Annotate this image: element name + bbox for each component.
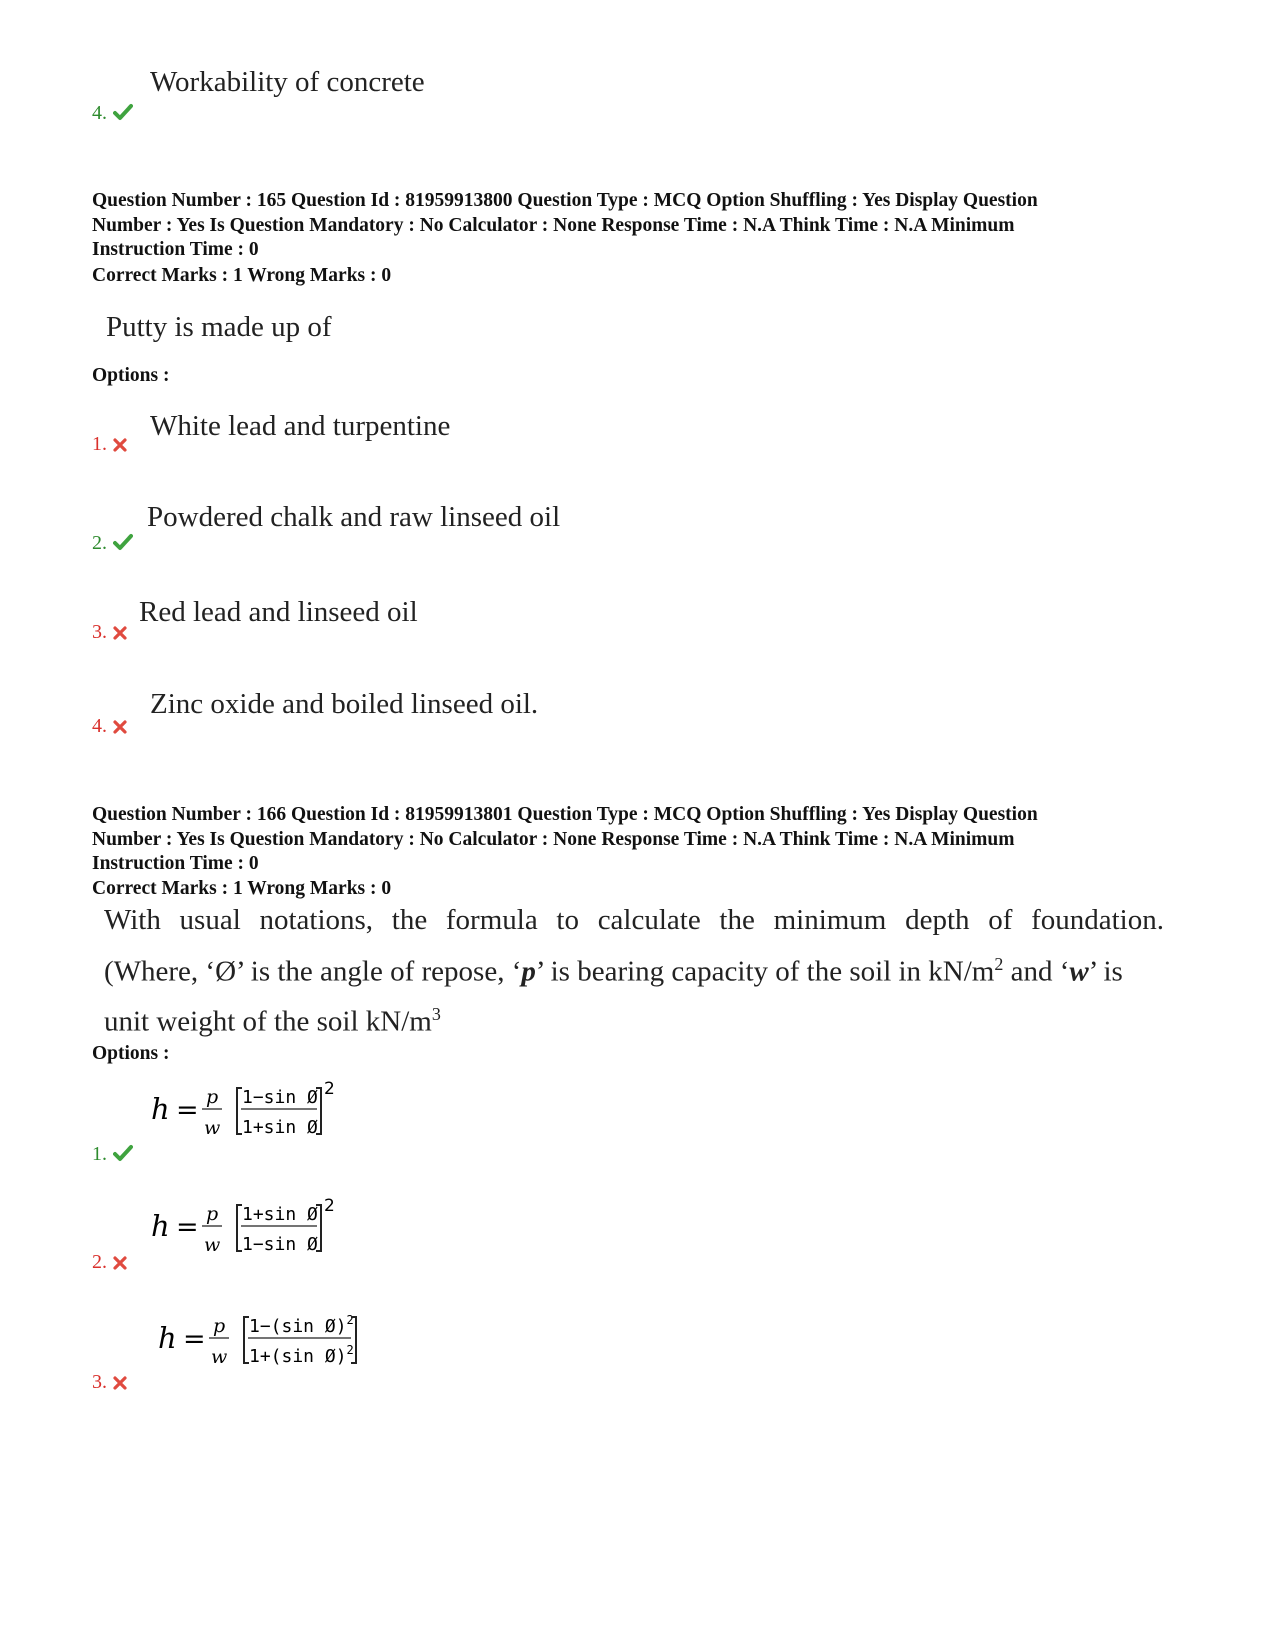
formula-w: w	[211, 1346, 228, 1368]
cross-icon	[113, 1376, 127, 1390]
cross-icon	[113, 1256, 127, 1270]
q166-option-3-label	[92, 1371, 127, 1394]
formula-numerator-sup: 2	[346, 1313, 354, 1327]
q166-option-1-formula	[148, 1076, 348, 1142]
q166-meta-line2: Number : Yes Is Question Mandatory : No Calculator : None Response Time : N.A Think Time : N.A Minimum	[92, 828, 1015, 850]
formula-h: h	[151, 1092, 170, 1126]
q165-option-2-label	[92, 532, 133, 555]
option-number: 3.	[92, 621, 107, 643]
q165-option-3-label	[92, 621, 127, 644]
svg-text:1+(sin Ø)2	[249, 1343, 354, 1367]
cross-icon	[113, 438, 127, 452]
q165-option-3-text: Red lead and linseed oil	[139, 596, 418, 628]
formula-equals: =	[176, 1212, 199, 1243]
formula-h: h	[151, 1209, 170, 1243]
q165-meta	[92, 189, 1182, 263]
q165-meta-line2: Number : Yes Is Question Mandatory : No Calculator : None Response Time : N.A Think Time : N.A Minimum	[92, 214, 1015, 236]
formula-denominator-sup: 2	[346, 1343, 354, 1357]
q165-option-4-text: Zinc oxide and boiled linseed oil.	[150, 688, 539, 720]
q166-option-2-label	[92, 1251, 127, 1274]
formula-numerator: 1+sin Ø	[242, 1204, 318, 1225]
q166-marks: Correct Marks : 1 Wrong Marks : 0	[92, 878, 392, 899]
prev-option-4-label	[92, 102, 133, 125]
q166-option-2-formula	[148, 1193, 348, 1259]
formula-denominator: 1−sin Ø	[242, 1234, 318, 1255]
formula-p: p	[206, 1203, 219, 1225]
option-number: 1.	[92, 1143, 107, 1165]
q165-options-label: Options :	[92, 365, 170, 386]
q165-option-2-text: Powdered chalk and raw linseed oil	[147, 501, 561, 533]
q165-question-text: Putty is made up of	[106, 311, 332, 343]
symbol-w: w	[1069, 955, 1089, 988]
q166-question-line1: With usual notations, the formula to calculate the minimum depth of foundation.	[104, 904, 1164, 936]
q166-option-3-formula	[155, 1305, 385, 1371]
formula-denominator: 1+(sin Ø)	[249, 1346, 347, 1367]
cross-icon	[113, 720, 127, 734]
option-number: 3.	[92, 1371, 107, 1393]
q165-marks: Correct Marks : 1 Wrong Marks : 0	[92, 265, 392, 286]
q165-meta-line3: Instruction Time : 0	[92, 239, 259, 260]
cross-icon	[113, 626, 127, 640]
q165-option-1-text: White lead and turpentine	[150, 410, 451, 442]
option-number: 4.	[92, 102, 107, 124]
formula-w: w	[204, 1234, 221, 1256]
check-icon	[113, 533, 133, 551]
formula-h: h	[158, 1321, 177, 1355]
formula-denominator: 1+sin Ø	[242, 1117, 318, 1138]
formula-w: w	[204, 1117, 221, 1139]
check-icon	[113, 103, 133, 121]
q166-option-1-label	[92, 1143, 133, 1166]
check-icon	[113, 1144, 133, 1162]
formula-p: p	[213, 1315, 226, 1337]
formula-p: p	[206, 1086, 219, 1108]
q166-meta	[92, 803, 1182, 877]
formula-equals: =	[176, 1095, 199, 1126]
option-number: 4.	[92, 715, 107, 737]
formula-exponent: 2	[324, 1079, 335, 1099]
formula-numerator: 1−sin Ø	[242, 1087, 318, 1108]
formula-equals: =	[183, 1324, 206, 1355]
q166-options-label: Options :	[92, 1043, 170, 1064]
formula-exponent: 2	[324, 1196, 335, 1216]
formula-numerator: 1−(sin Ø)	[249, 1316, 347, 1337]
q165-option-1-label	[92, 433, 127, 456]
q165-option-4-label	[92, 715, 127, 738]
q166-question-line2: (Where, ‘Ø’ is the angle of repose, ‘p’ is bearing capacity of the soil in $kN/m^2$ and ‘w’ is	[104, 954, 1123, 988]
prev-option-4-text: Workability of concrete	[150, 66, 425, 98]
q166-meta-line1: Question Number : 166 Question Id : 81959913801 Question Type : MCQ Option Shuffling : Yes Display Question	[92, 804, 1038, 825]
svg-text:1−(sin Ø)2	[249, 1313, 354, 1337]
option-number: 2.	[92, 532, 107, 554]
q166-question-line3: unit weight of the soil $kN/m^3$	[104, 1004, 441, 1038]
symbol-p: p	[521, 955, 536, 988]
q166-meta-line3: Instruction Time : 0	[92, 853, 259, 874]
option-number: 1.	[92, 433, 107, 455]
option-number: 2.	[92, 1251, 107, 1273]
q165-meta-line1: Question Number : 165 Question Id : 81959913800 Question Type : MCQ Option Shuffling : Yes Display Question	[92, 190, 1038, 211]
